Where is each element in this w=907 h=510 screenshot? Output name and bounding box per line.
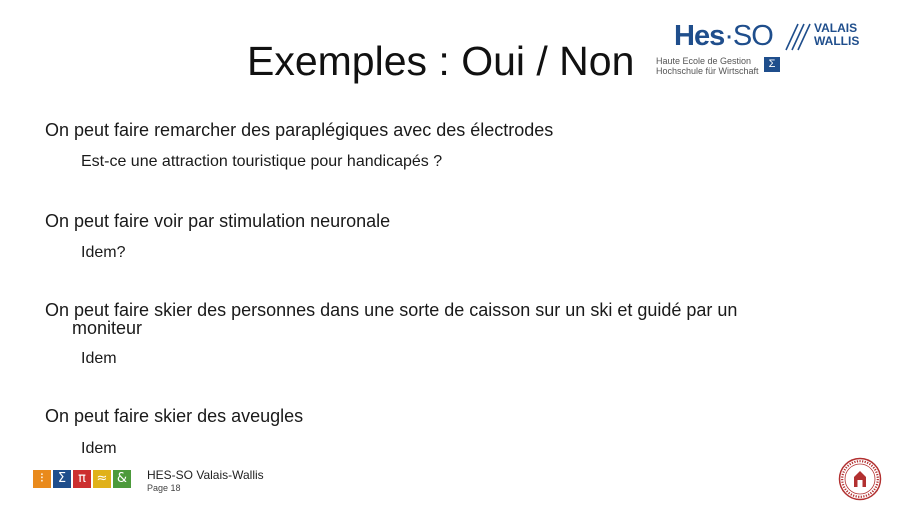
dots-icon: ⁝ xyxy=(33,470,51,488)
logo-slashes-icon xyxy=(784,22,812,52)
bullet-1: On peut faire remarcher des paraplégiques avec des électrodes xyxy=(45,120,554,140)
logo-sigma-icon: Σ xyxy=(764,57,780,72)
hes-so-logo xyxy=(656,20,871,78)
logo-sub-line1: Haute Ecole de Gestion xyxy=(656,56,752,66)
logo-valais: VALAIS xyxy=(814,21,858,35)
logo-sub-line2: Hochschule für Wirtschaft xyxy=(656,66,759,76)
logo-hes: Hes xyxy=(674,20,725,52)
pi-icon: π xyxy=(73,470,91,488)
approx-icon: ≈ xyxy=(93,470,111,488)
footer-text xyxy=(147,468,264,494)
logo-valais-wallis xyxy=(814,22,859,48)
footer-org: HES-SO Valais-Wallis xyxy=(147,468,264,482)
bullet-3 xyxy=(45,300,738,338)
logo-hes-text xyxy=(674,20,773,53)
footer-icon-strip xyxy=(33,470,131,488)
sub-bullet-2: Idem? xyxy=(81,244,126,261)
sigma-icon: Σ xyxy=(53,470,71,488)
sub-bullet-4: Idem xyxy=(81,440,117,457)
logo-subtitle xyxy=(656,56,759,76)
bullet-3-line2: moniteur xyxy=(72,318,143,338)
sub-bullet-1: Est-ce une attraction touristique pour handicapés ? xyxy=(81,153,443,170)
logo-so: ·SO xyxy=(724,20,773,52)
sub-bullet-3: Idem xyxy=(81,350,117,367)
ampersand-icon: & xyxy=(113,470,131,488)
page-number: Page 18 xyxy=(147,483,181,493)
logo-wallis: WALLIS xyxy=(814,34,860,48)
slide-title: Exemples : Oui / Non xyxy=(247,38,635,84)
seal-logo-icon xyxy=(838,457,882,501)
bullet-3-line1: On peut faire skier des personnes dans une sorte de caisson sur un ski et guidé par un xyxy=(45,300,738,320)
bullet-4: On peut faire skier des aveugles xyxy=(45,406,304,426)
bullet-2: On peut faire voir par stimulation neuronale xyxy=(45,211,391,231)
